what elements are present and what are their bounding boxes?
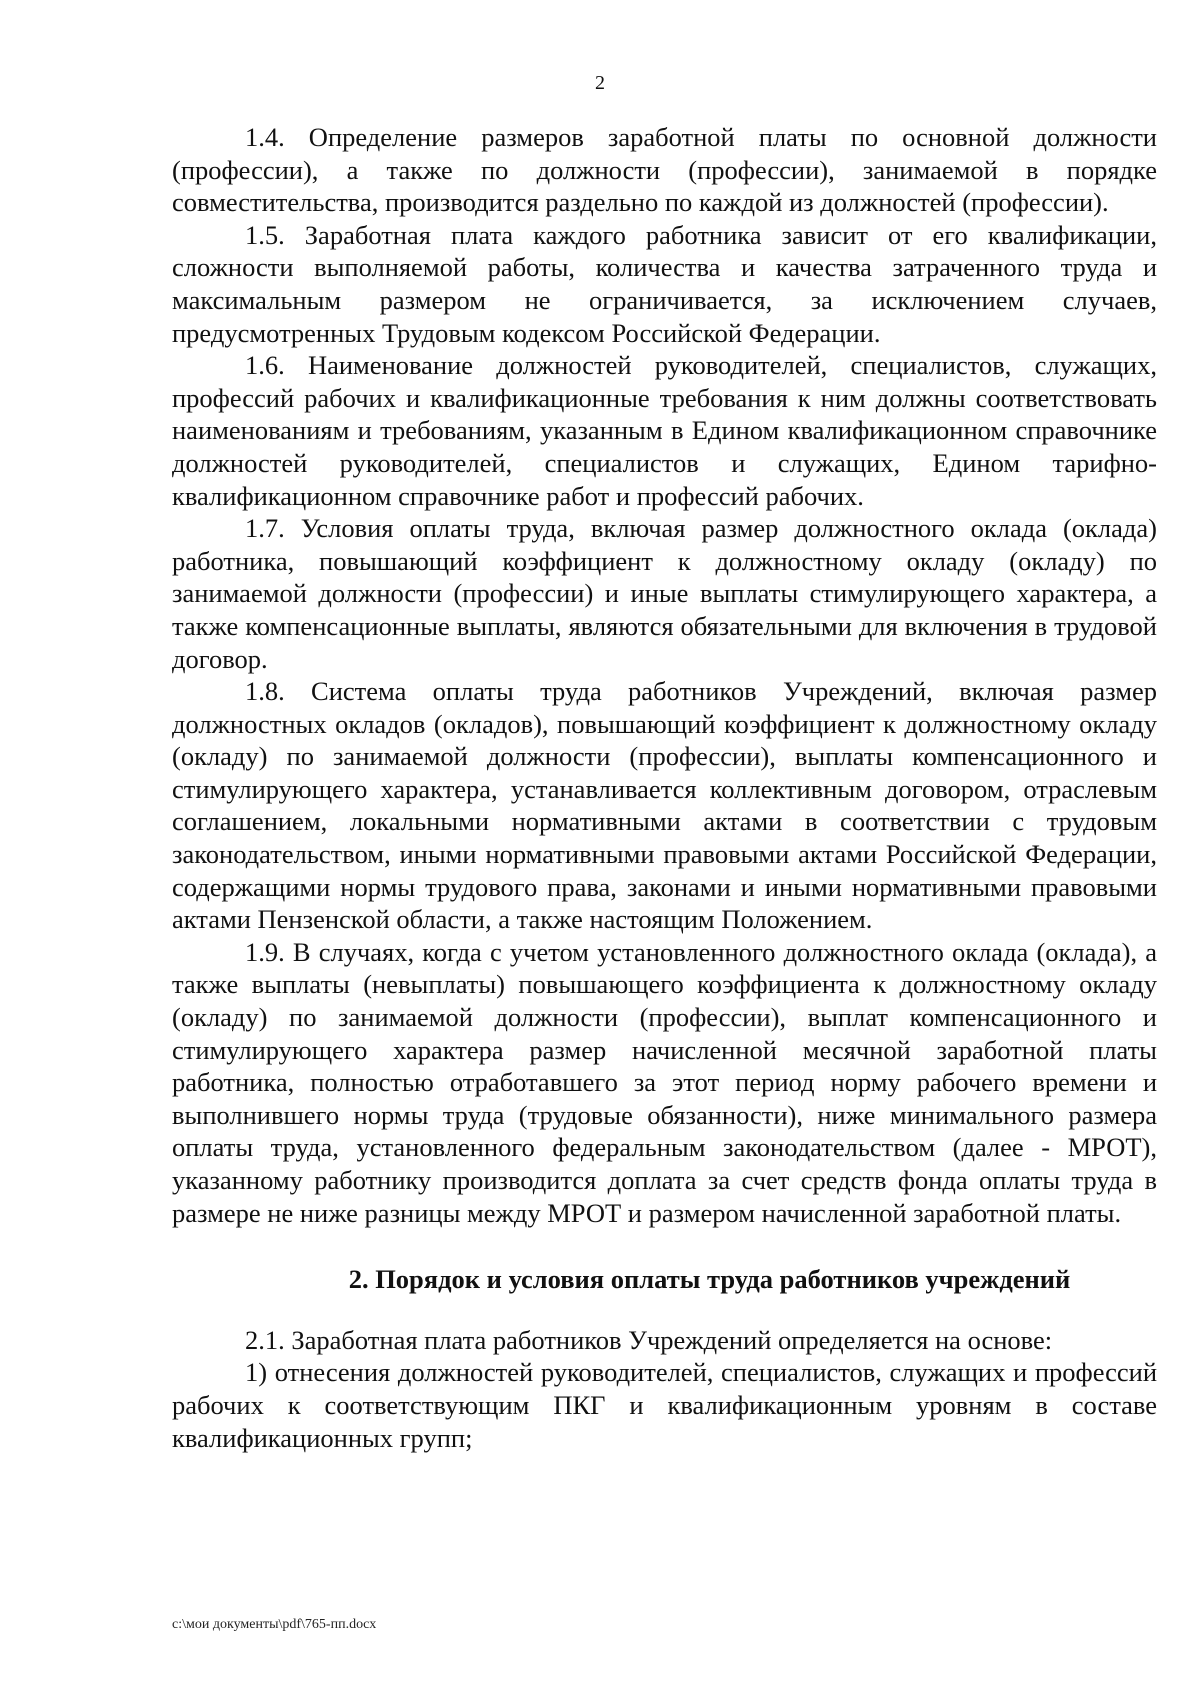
paragraph-2-1: 2.1. Заработная плата работников Учреждений определяется на основе: [245,1324,1053,1355]
paragraph-1-7: 1.7. Условия оплаты труда, включая размер должностного оклада (оклада) работника, повышающий коэффициент к должностному окладу (окладу) по занимаемой должности (профессии) и иные выплаты стимулирующего характера, а также компенсационные выплаты, являются обязательными для включения в трудовой договор. [172,513,1157,674]
list-item-1: 1) отнесения должностей руководителей, специалистов, служащих и профессий рабочих к соответствующим ПКГ и квалификационным уровням в составе квалификационных групп; [172,1357,1157,1453]
section-heading: 2. Порядок и условия оплаты труда работников учреждений [348,1264,1071,1295]
paragraph-1-9: 1.9. В случаях, когда с учетом установленного должностного оклада (оклада), а также выплаты (невыплаты) повышающего коэффициента к должностному окладу (окладу) по занимаемой должности (профессии), выплат компенсационного и стимулирующего характера размер начисленной месячной заработной платы работника, полностью отработавшего за этот период норму рабочего времени и выполнившего нормы труда (трудовые обязанности), ниже минимального размера оплаты труда, установленного федеральным законодательством (далее - МРОТ), указанному работнику производится доплата за счет средств фонда оплаты труда в размере не ниже разницы между МРОТ и размером начисленной заработной платы. [172,936,1157,1228]
paragraph-1-4: 1.4. Определение размеров заработной платы по основной должности (профессии), а также по должности (профессии), занимаемой в порядке совместительства, производится раздельно по каждой из должностей (профессии). [172,122,1157,218]
paragraph-1-5: 1.5. Заработная плата каждого работника зависит от его квалификации, сложности выполняемой работы, количества и качества затраченного труда и максимальным размером не ограничивается, за исключением случаев, предусмотренных Трудовым кодексом Российской Федерации. [172,219,1157,348]
document-body [172,121,1157,1454]
footer-file-path: c:\мои документы\pdf\765-пп.docx [172,1617,377,1632]
page-number: 2 [595,72,605,94]
paragraph-1-6: 1.6. Наименование должностей руководителей, специалистов, служащих, профессий рабочих и квалификационные требования к ним должны соответствовать наименованиям и требованиям, указанным в Едином квалификационном справочнике должностей руководителей, специалистов и служащих, Едином тарифно-квалификационном справочнике работ и профессий рабочих. [172,350,1157,511]
paragraph-1-8: 1.8. Система оплаты труда работников Учреждений, включая размер должностных окладов (окладов), повышающий коэффициент к должностному окладу (окладу) по занимаемой должности (профессии), выплаты компенсационного и стимулирующего характера, устанавливается коллективным договором, отраслевым соглашением, локальными нормативными актами в соответствии с трудовым законодательством, иными нормативными правовыми актами Российской Федерации, содержащими нормы трудового права, законами и иными нормативными правовыми актами Пензенской области, а также настоящим Положением. [172,676,1157,935]
